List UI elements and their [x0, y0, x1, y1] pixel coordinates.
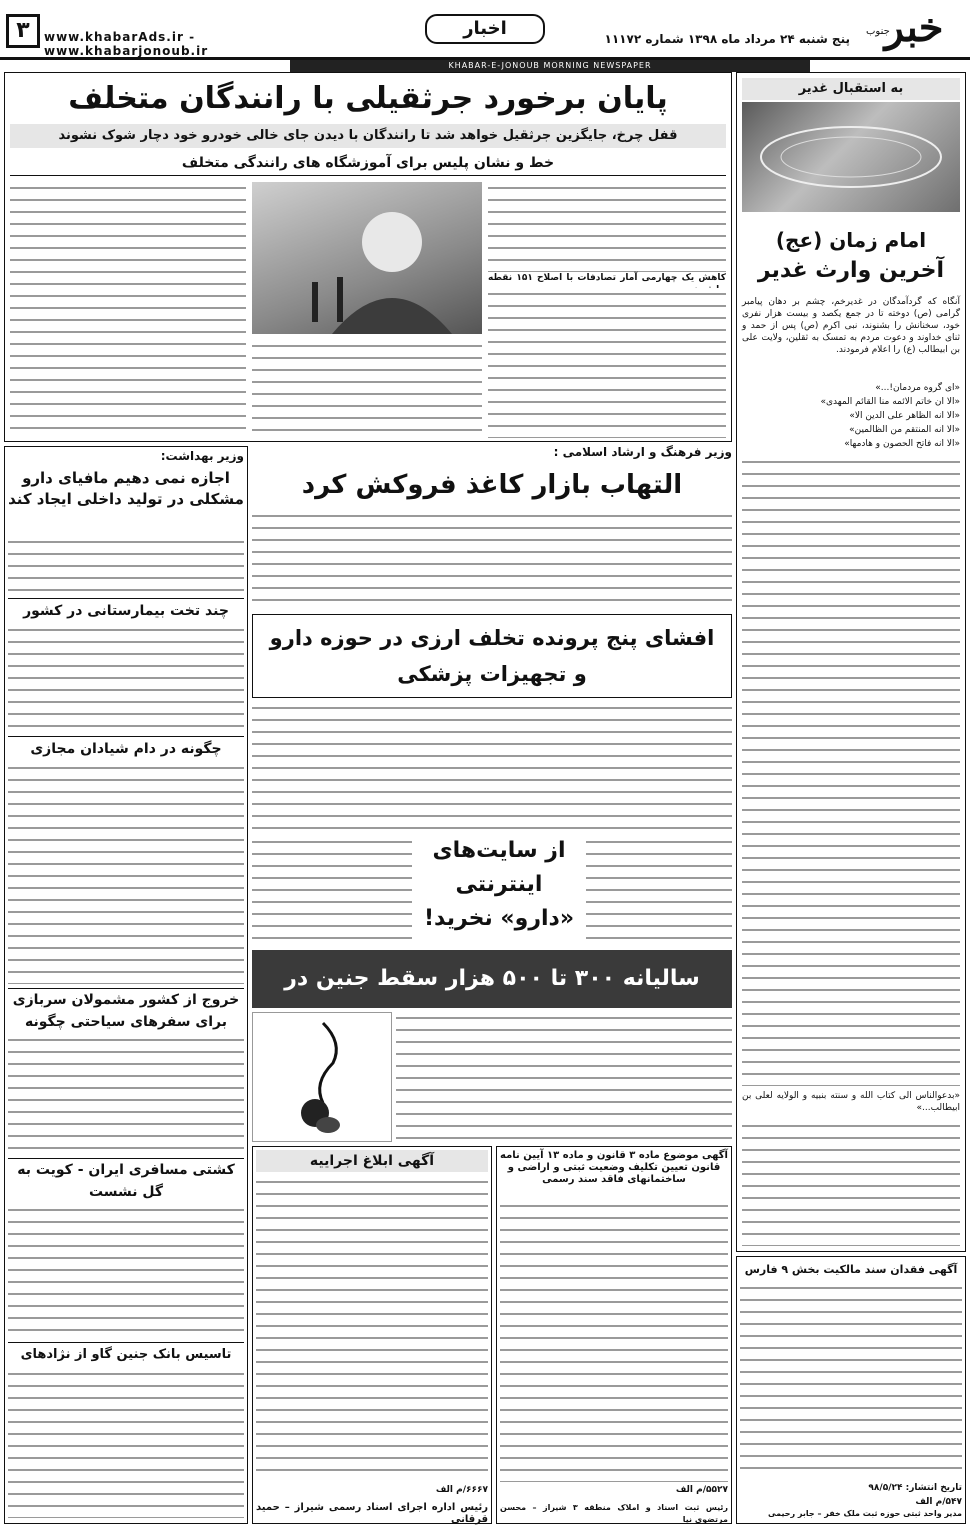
person-icon [252, 182, 482, 334]
ghadir-title-1: امام زمان (عج) [775, 228, 927, 252]
drug-body-right [586, 836, 732, 946]
drug-line-2: اینترنتی [455, 872, 543, 897]
ghadir-banner: به استقبال غدیر [742, 78, 960, 100]
left-headline-1: اجازه نمی دهیم مافیای دارو مشکلی در تولید داخلی ایجاد کند [8, 469, 244, 508]
ad-1-signature: رئیس اداره اجرای اسناد رسمی شیراز – حمید قرقانی [256, 1502, 488, 1525]
newspaper-logo: خبر جنوب [866, 4, 944, 51]
left-body-2 [8, 624, 244, 732]
ad-1-code: ۶۶۶۷/م الف [435, 1485, 488, 1495]
ad-2-code: ۵۵۲۷/م الف [675, 1485, 728, 1495]
lead-subhead: کاهش یک چهارمی آمار تصادفات با اصلاح ۱۵۱ نقطه [488, 273, 726, 283]
ad-2-body [500, 1200, 728, 1482]
lead-body-col1 [488, 182, 726, 272]
left-headline-3: چگونه در دام شیادان مجازی [8, 736, 244, 760]
lead-kicker: قفل چرخ، جایگزین جرثقیل خواهد شد تا رانندگان با دیدن جای خالی خودرو خود دچار شوک نشوند [10, 124, 726, 148]
ghadir-body-end [742, 1120, 960, 1246]
ghadir-body [742, 456, 960, 1086]
left-body-1 [8, 536, 244, 594]
ad-2-title: آگهی موضوع ماده ۳ قانون و ماده ۱۳ آیین نامه قانون تعیین تکلیف وضعیت ثبتی و اراضی و ساختمانهای فاقد سند رسمی [500, 1150, 728, 1185]
ghadir-verse: «الا ان خاتم الائمه منا القائم المهدی» [820, 397, 960, 407]
ad-1-title: آگهی ابلاغ اجراییه [256, 1150, 488, 1172]
ad-3-date: تاریخ انتشار: ۹۸/۵/۲۴ [868, 1483, 962, 1493]
left-body-6 [8, 1368, 244, 1518]
ghadir-title-2: آخرین وارث غدیر [757, 258, 945, 283]
abortion-headline: سالیانه ۳۰۰ تا ۵۰۰ هزار سقط جنین در [284, 966, 700, 991]
left-headline-6: تاسیس بانک جنین گاو از نژادهای [8, 1342, 244, 1366]
ghadir-verse: «الا انه فاتح الحصون و هادمها» [844, 439, 960, 449]
left-kicker-1: وزیر بهداشت: [160, 449, 244, 463]
left-body-4 [8, 1034, 244, 1152]
ad-3-signature: مدیر واحد ثبتی حوزه ثبت ملک خفر – جابر رحیمی [768, 1509, 962, 1518]
lead-headline: پایان برخورد جرثقیلی با رانندگان متخلف [68, 81, 668, 116]
left-headline-4: خروج از کشور مشمولان سربازی برای سفرهای سیاحتی چگونه [8, 988, 244, 1032]
paper-headline: التهاب بازار کاغذ فروکش کرد [301, 470, 683, 500]
dateline: پنج شنبه ۲۴ مرداد ماه ۱۳۹۸ شماره ۱۱۱۷۲ [604, 32, 850, 46]
lead-body-col1b [488, 288, 726, 438]
left-body-5 [8, 1204, 244, 1338]
ad-3-code: ۵۴۷/م الف [915, 1497, 962, 1507]
left-headline-5: کشتی مسافری ایران - کویت به گل نشست [8, 1158, 244, 1202]
drug-body-left [252, 836, 412, 946]
lead-body-col3 [10, 182, 246, 438]
medical-headline-1: افشای پنج پرونده تخلف ارزی در حوزه دارو [269, 626, 715, 650]
lead-body-col2 [252, 340, 482, 438]
page-number: ۳ [6, 14, 40, 48]
ornament-icon [742, 102, 960, 212]
ghadir-verse: «الا انه المنتقم من الظالمین» [849, 425, 960, 435]
drug-line-1: از سایت‌های [432, 838, 566, 863]
lead-subheadline: خط و نشان پلیس برای آموزشگاه های رانندگی متخلف [10, 150, 726, 176]
tagline: KHABAR-E-JONOUB MORNING NEWSPAPER [290, 60, 810, 72]
medical-headline-2: و تجهیزات پزشکی [397, 662, 587, 686]
paper-kicker: وزیر فرهنگ و ارشاد اسلامی : [553, 445, 732, 459]
ad-1-body [256, 1176, 488, 1480]
fetus-icon [253, 1013, 391, 1141]
ghadir-verse: «ای گروه مردمان!...» [875, 383, 960, 393]
left-body-3 [8, 762, 244, 984]
ad-3-title: آگهی فقدان سند مالکیت بخش ۹ فارس [744, 1263, 958, 1276]
abortion-body [396, 1012, 732, 1142]
ghadir-lead: آنگاه که گردآمدگان در غدیرخم، چشم بر دهان پیامبر گرامی (ص) دوخته تا در جمع یکصد و بیست هزار نفری خود، سخنانش را بشنوند، نبی اکرم (ص) پس از حمد و ثنای خداوند و دعوت مردم به تمسک به ثقلین، ولایت علی بن ابیطالب (ع) را اعلام فرمودند. [742, 297, 960, 355]
fetus-illustration [252, 1012, 392, 1142]
ghadir-verse: «الا انه الظاهر علی الدین الا» [849, 411, 960, 421]
paper-body [252, 510, 732, 610]
section-label: اخبار [425, 14, 545, 44]
ad-3-body [740, 1282, 962, 1478]
ghadir-calligraphy-image [742, 102, 960, 212]
left-headline-2: چند تخت بیمارستانی در کشور [8, 598, 244, 622]
ghadir-closing: «بدعوالناس الی کتاب الله و سنته بنبیه و الولایه لعلی بن ابیطالب...» [742, 1091, 960, 1113]
police-chief-photo [252, 182, 482, 334]
medical-body [252, 702, 732, 832]
ad-2-signature: رئیس ثبت اسناد و املاک منطقه ۳ شیراز – محسن مرتضوی نیا [500, 1503, 729, 1524]
drug-line-3: «دارو» نخرید! [423, 906, 575, 931]
website-urls[interactable]: www.khabarAds.ir - www.khabarjonoub.ir [44, 30, 209, 58]
